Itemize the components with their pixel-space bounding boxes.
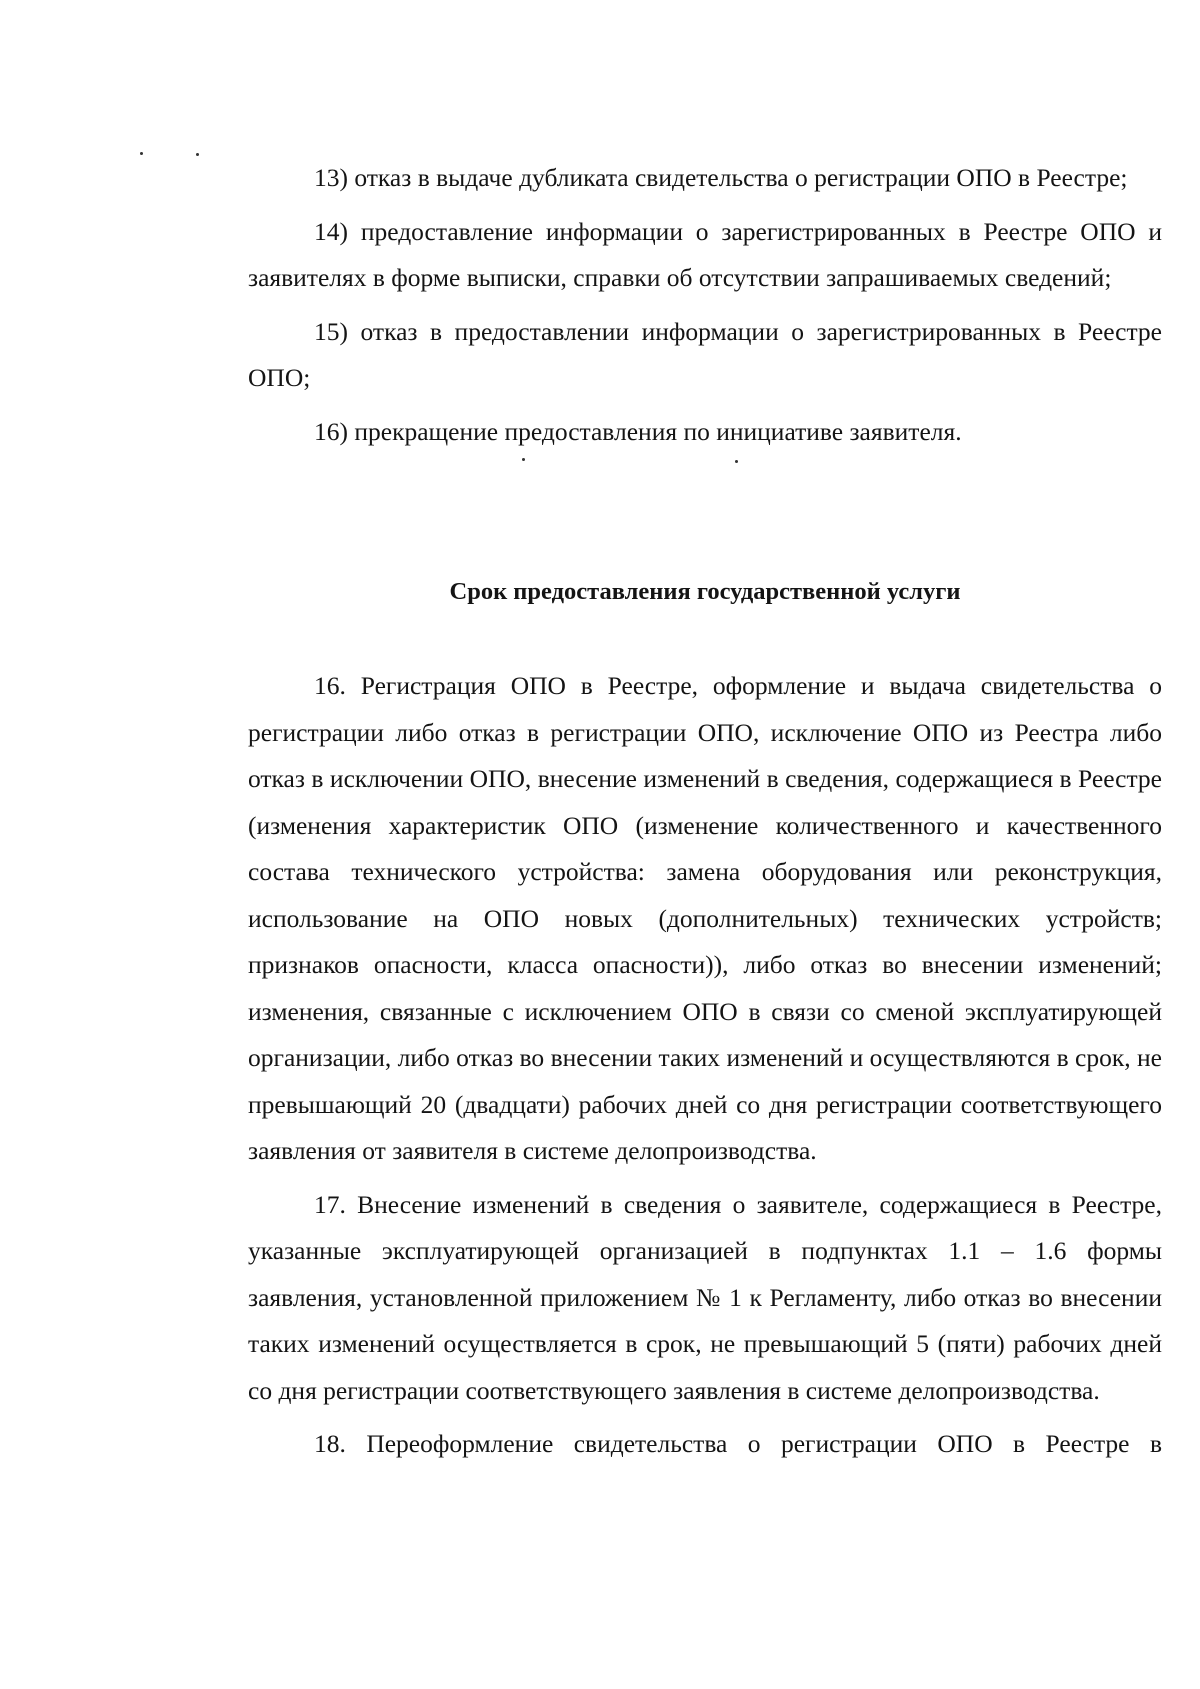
scan-speck — [140, 152, 143, 155]
paragraph-17: 17. Внесение изменений в сведения о заявителе, содержащиеся в Реестре, указанные эксплуатирующей организацией в подпунктах 1.1 – 1.6 формы заявления, установленной приложением № 1 к Регламенту, либо отказ во внесении таких изменений осуществляется в срок, не превышающий 5 (пяти) рабочих дней со дня регистрации соответствующего заявления в системе делопроизводства. — [248, 1189, 1162, 1405]
list-item-16: 16) прекращение предоставления по инициативе заявителя. — [314, 416, 962, 446]
list-item-14: 14) предоставление информации о зарегистрированных в Реестре ОПО и заявителях в форме выписки, справки об отсутствии запрашиваемых сведений; — [248, 216, 1162, 292]
paragraph-16: 16. Регистрация ОПО в Реестре, оформление и выдача свидетельства о регистрации либо отказ в регистрации ОПО, исключение ОПО из Реестра либо отказ в исключении ОПО, внесение изменений в сведения, содержащиеся в Реестре (изменения характеристик ОПО (изменение количественного и качественного состава технического устройства: замена оборудования или реконструкция, использование на ОПО новых (дополнительных) технических устройств; признаков опасности, класса опасности)), либо отказ во внесении изменений; изменения, связанные с исключением ОПО в связи со сменой эксплуатирующей организации, либо отказ во внесении таких изменений и осуществляются в срок, не превышающий 20 (двадцати) рабочих дней со дня регистрации соответствующего заявления от заявителя в системе делопроизводства. — [248, 671, 1162, 1165]
paragraph-18: 18. Переоформление свидетельства о регистрации ОПО в Реестре в — [314, 1429, 1162, 1458]
list-item-13: 13) отказ в выдаче дубликата свидетельства о регистрации ОПО в Реестре; — [314, 163, 1128, 192]
scan-speck — [196, 153, 199, 156]
paragraphs-block — [248, 663, 1162, 1475]
list-item-15: 15) отказ в предоставлении информации о зарегистрированных в Реестре ОПО; — [248, 316, 1162, 392]
section-heading: Срок предоставления государственной услуги — [449, 578, 961, 605]
list-block — [248, 155, 1162, 462]
